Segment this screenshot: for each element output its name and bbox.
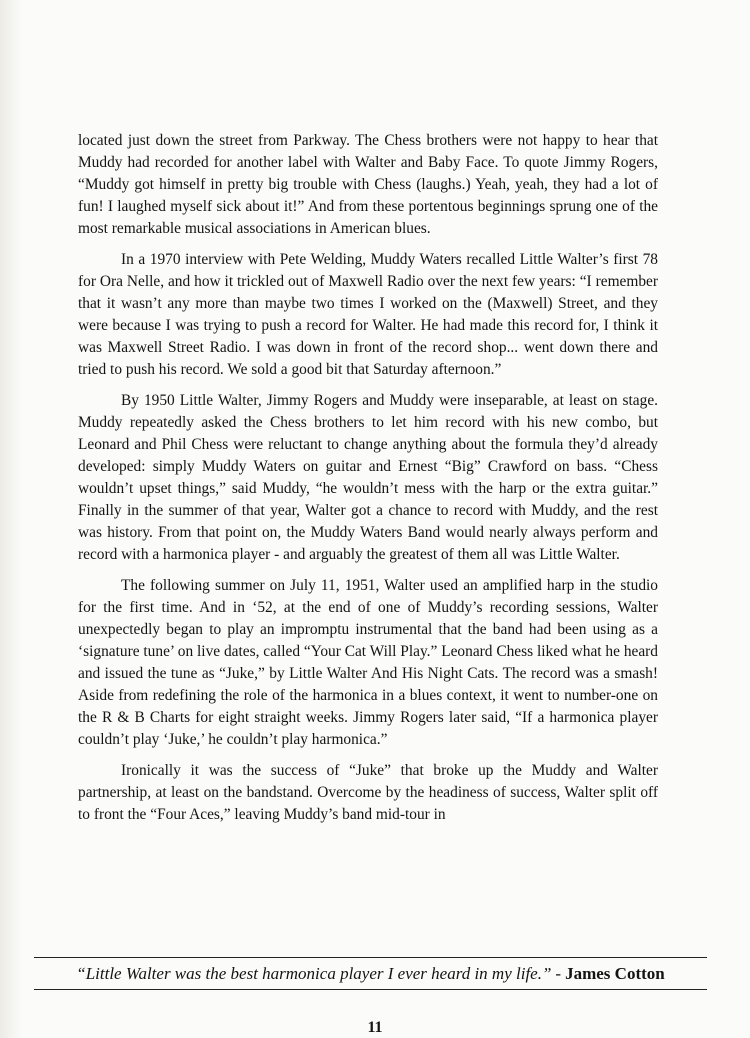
paragraph: In a 1970 interview with Pete Welding, Muddy Waters recalled Little Walter’s first 78 for Ora Nelle, and how it trickled out of Maxwell Radio over the next few years: “I remember that it wasn’t any more than maybe two times I worked on the (Maxwell) Street, and they were because I was trying to push a record for Walter. He had made this record for, I think it was Maxwell Street Radio. I was down in front of the record shop... went down there and tried to push his record. We sold a good bit that Saturday afternoon.” [78, 251, 658, 378]
pull-quote-separator: - [555, 963, 562, 983]
article-body [78, 130, 658, 835]
paragraph: located just down the street from Parkway. The Chess brothers were not happy to hear that Muddy had recorded for another label with Walter and Baby Face. To quote Jimmy Rogers, “Muddy got himself in pretty big trouble with Chess (laughs.) Yeah, yeah, they had a lot of fun! I laughed myself sick about it!” And from these portentous beginnings sprung one of the most remarkable musical associations in American blues. [78, 132, 658, 237]
paragraph: The following summer on July 11, 1951, Walter used an amplified harp in the studio for the first time. And in ‘52, at the end of one of Muddy’s recording sessions, Walter unexpectedly began to play an impromptu instrumental that the band had been using as a ‘signature tune’ on live dates, called “Your Cat Will Play.” Leonard Chess liked what he heard and issued the tune as “Juke,” by Little Walter And His Night Cats. The record was a smash! Aside from redefining the role of the harmonica in a blues context, it went to number-one on the R & B Charts for eight straight weeks. Jimmy Rogers later said, “If a harmonica player couldn’t play ‘Juke,’ he couldn’t play harmonica.” [78, 577, 658, 748]
page-number: 11 [367, 1019, 383, 1036]
pull-quote-author: James Cotton [565, 963, 665, 983]
paragraph: By 1950 Little Walter, Jimmy Rogers and Muddy were inseparable, at least on stage. Muddy repeatedly asked the Chess brothers to let him record with his new combo, but Leonard and Phil Chess were reluctant to change anything about the formula they’d already developed: simply Muddy Waters on guitar and Ernest “Big” Crawford on bass. “Chess wouldn’t upset things,” said Muddy, “he wouldn’t mess with the harp or the extra guitar.” Finally in the summer of that year, Walter got a chance to record with Muddy, and the rest was history. From that point on, the Muddy Waters Band would nearly always perform and record with a harmonica player - and arguably the greatest of them all was Little Walter. [78, 392, 658, 563]
pull-quote-text: “Little Walter was the best harmonica player I ever heard in my life.” [76, 963, 552, 983]
page-edge-shadow [0, 0, 22, 1038]
pull-quote [34, 957, 707, 990]
paragraph: Ironically it was the success of “Juke” that broke up the Muddy and Walter partnership, at least on the bandstand. Overcome by the headiness of success, Walter split off to front the “Four Aces,” leaving Muddy’s band mid-tour in [78, 762, 658, 823]
